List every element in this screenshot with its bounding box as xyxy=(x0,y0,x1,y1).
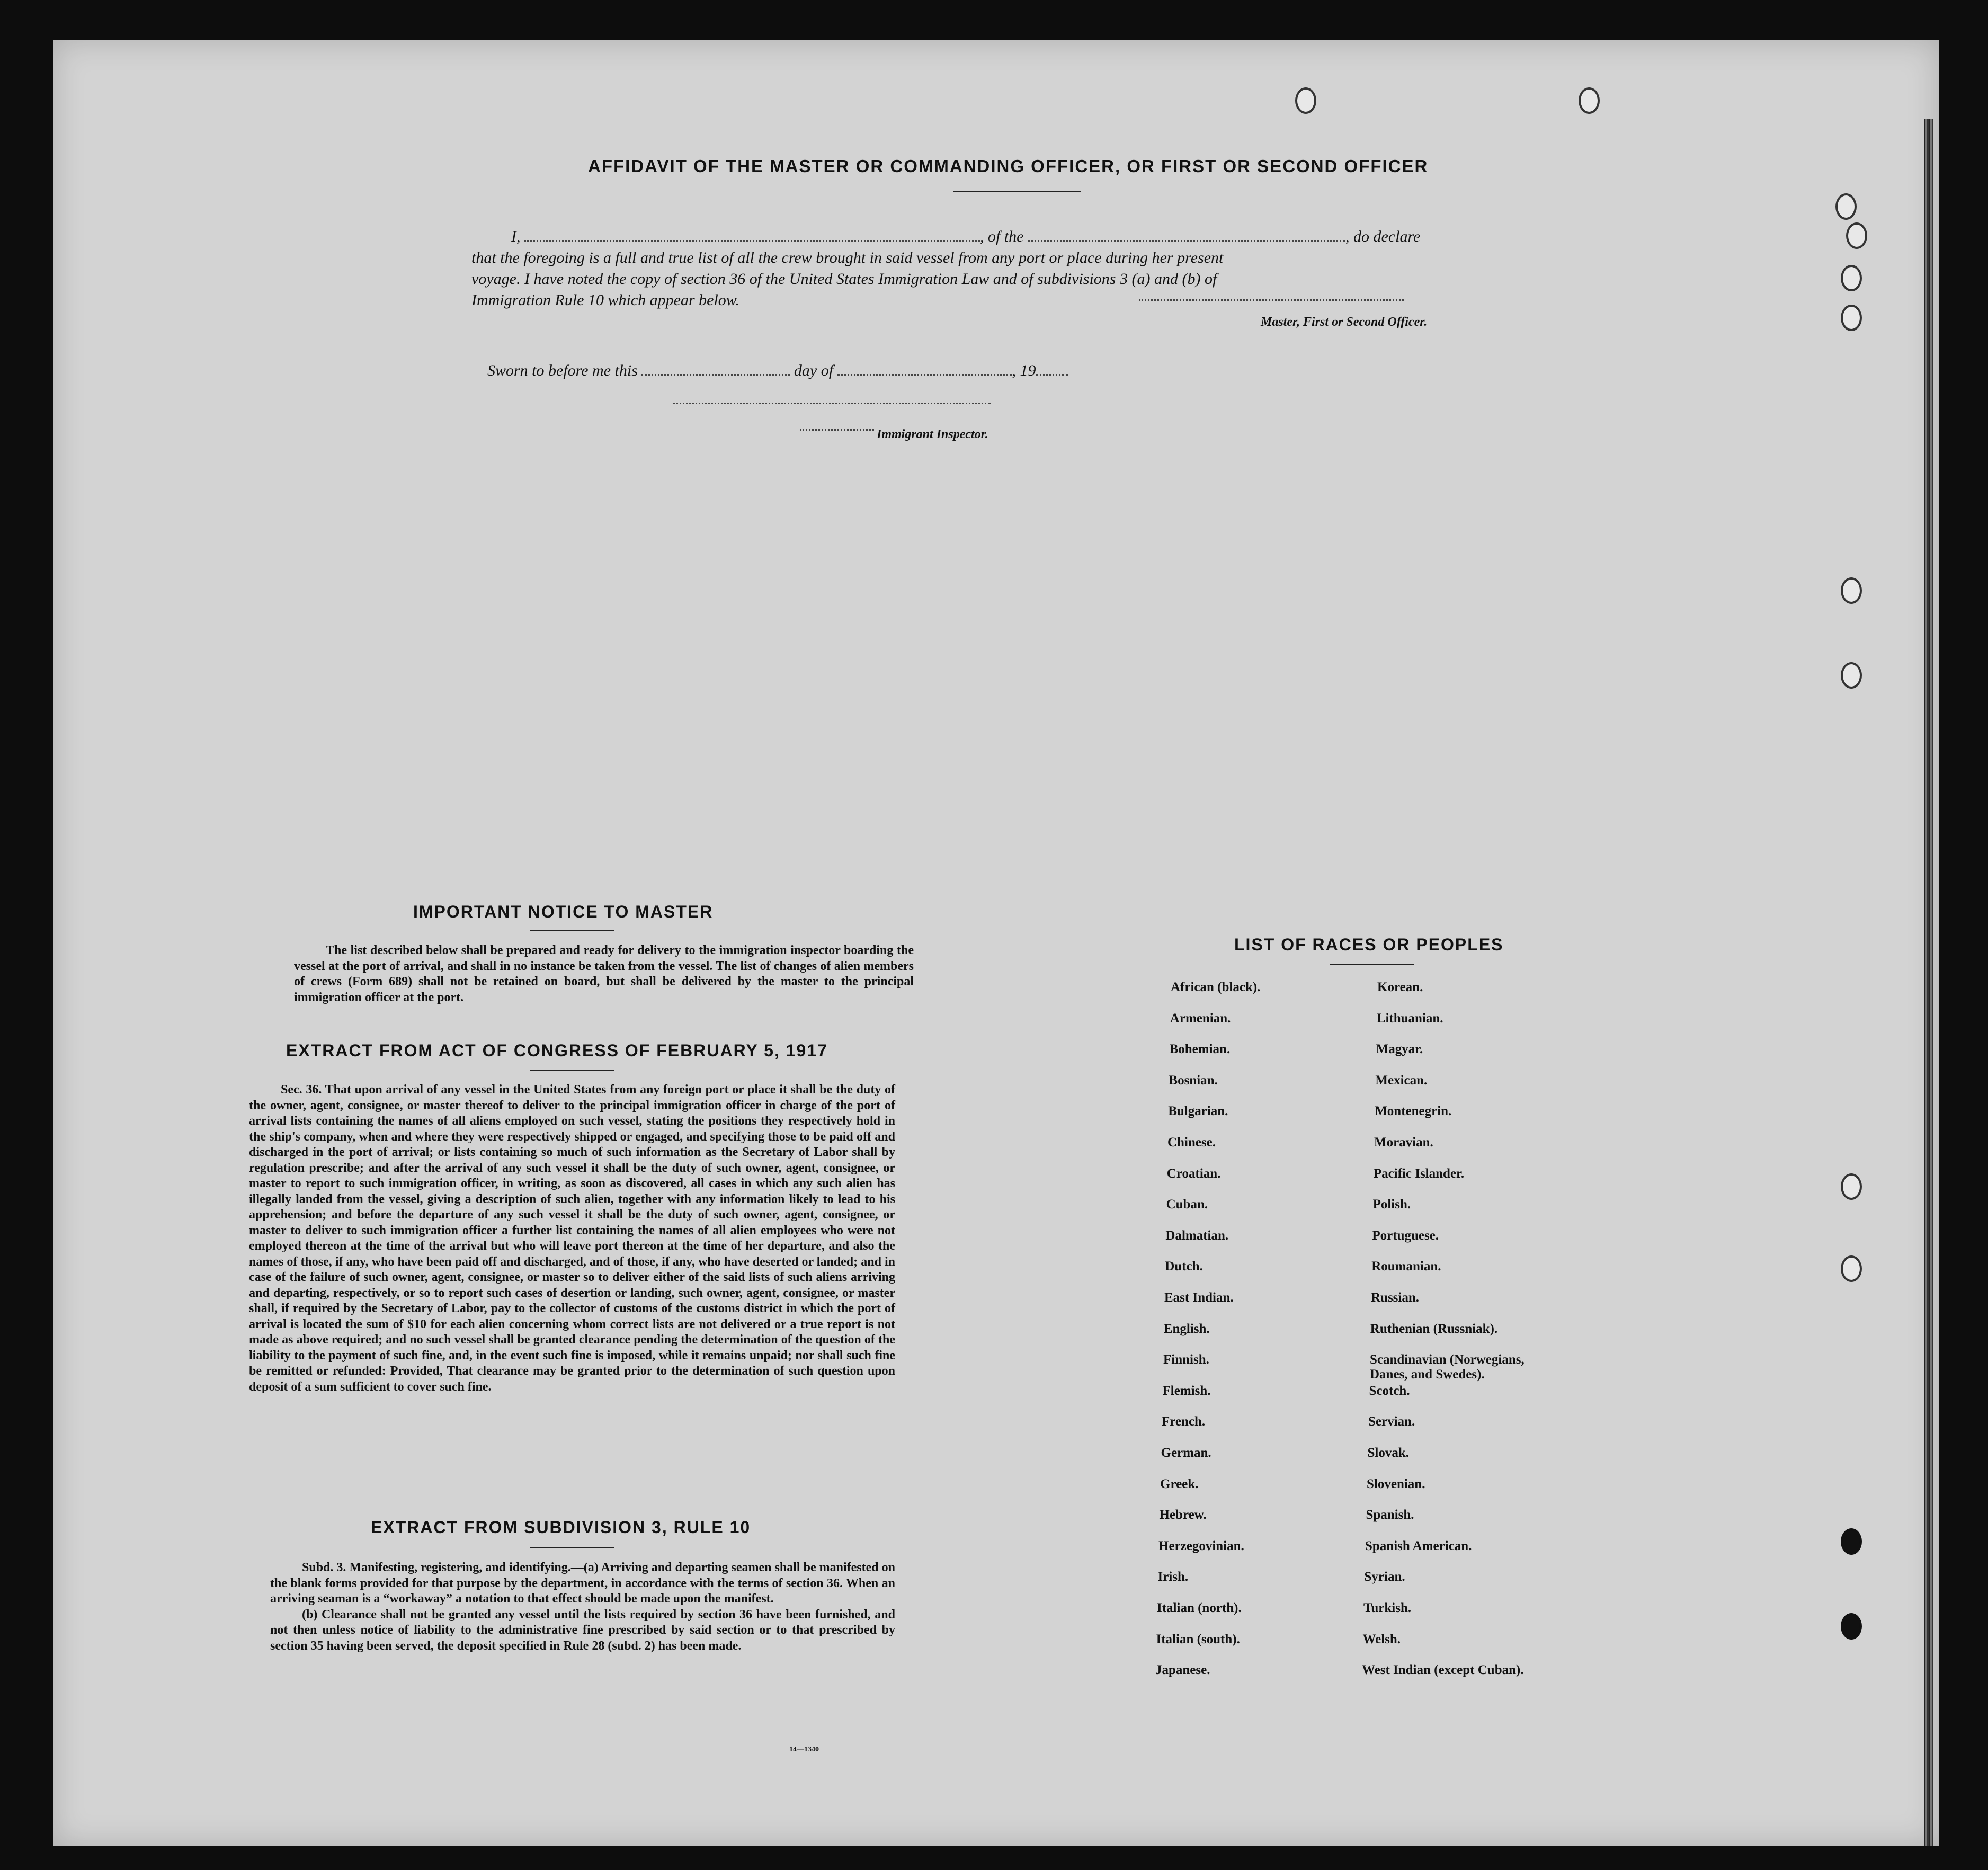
race-item: Bosnian. xyxy=(1169,1073,1218,1088)
act-heading: EXTRACT FROM ACT OF CONGRESS OF FEBRUARY 5, 1917 xyxy=(286,1041,828,1060)
race-item: Herzegovinian. xyxy=(1158,1538,1244,1553)
race-item: Greek. xyxy=(1160,1476,1199,1491)
race-item: Italian (south). xyxy=(1156,1632,1240,1646)
notice-heading: IMPORTANT NOTICE TO MASTER xyxy=(413,902,714,921)
race-item: Spanish. xyxy=(1366,1508,1414,1522)
race-item: Croatian. xyxy=(1166,1166,1221,1181)
race-item: Syrian. xyxy=(1364,1570,1405,1584)
races-heading-rule xyxy=(1330,964,1414,965)
act-heading-rule xyxy=(530,1070,614,1071)
form-number: 14—1340 xyxy=(789,1746,819,1753)
races-heading: LIST OF RACES OR PEOPLES xyxy=(1234,935,1504,954)
affidavit-title: AFFIDAVIT OF THE MASTER OR COMMANDING OFFICER, OR FIRST OR SECOND OFFICER xyxy=(588,156,1429,176)
inspector-caption-leader xyxy=(800,429,874,431)
sworn-label: Sworn to before me this xyxy=(487,362,638,379)
race-item: Dalmatian. xyxy=(1165,1228,1229,1243)
binder-hole-icon xyxy=(1841,265,1862,291)
race-item: German. xyxy=(1161,1446,1211,1460)
race-item: French. xyxy=(1162,1414,1206,1429)
rule-paragraph-a: Subd. 3. Manifesting, registering, and identifying.—(a) Arriving and departing seamen shall be manifested on the blank forms provided for that purpose by the department, in accordance with the terms of section 36. When an arriving seaman is a “workaway” a notation to that effect should be made upon the manifest. xyxy=(270,1561,895,1606)
race-item: Portuguese. xyxy=(1372,1228,1439,1243)
affidavit-declare-label: , do declare xyxy=(1345,228,1421,245)
binder-hole-icon xyxy=(1841,1255,1862,1282)
race-item: Magyar. xyxy=(1376,1042,1423,1057)
race-item: Armenian. xyxy=(1170,1011,1231,1026)
race-item: Bohemian. xyxy=(1169,1042,1231,1057)
act-paragraph: Sec. 36. That upon arrival of any vessel in the United States from any foreign port or place it shall be the duty of the owner, agent, consignee, or master thereof to deliver to the principal immigration officer in charge of the port of arrival lists containing the names of all aliens employed on such vessel, stating the positions they respectively hold in the ship's company, when and where they were respectively shipped or engaged, and specifying those to be paid off and discharged in the port of arrival; or lists containing so much of such information as the Secretary of Labor shall by regulation prescribe; and after the arrival of any such vessel it shall be the duty of such owner, agent, consignee, or master to report to such immigration officer, in writing, as soon as discovered, all cases in which any such alien has illegally landed from the vessel, giving a description of such alien, together with any information likely to lead to his apprehension; and before the departure of any such vessel it shall be the duty of such owner, agent, consignee, or master to deliver to such immigration officer a further list containing the names of all alien employees who were not employed thereon at the time of the arrival but who will leave port thereon at the time of her departure, and also the names of those, if any, who have been paid off and discharged, and of those, if any, who have deserted or landed; and in case of the failure of such owner, agent, consignee, or master so to deliver either of the said lists of such aliens arriving and departing, respectively, or so to report such cases of desertion or landing, such owner, agent, consignee, or master shall, if required by the Secretary of Labor, pay to the collector of customs of the customs district in which the port of arrival is located the sum of $10 for each alien concerning whom correct lists are not delivered or a true report is not made as above required; and no such vessel shall be granted clearance pending the determination of the question of the liability to the payment of such fine, and, in the event such fine is imposed, while it remains unpaid; nor shall such fine be remitted or refunded: Provided, That clearance may be granted prior to the determination of such question upon deposit of a sum sufficient to cover such fine. xyxy=(249,1083,895,1394)
sworn-month-field[interactable] xyxy=(837,360,1012,376)
rule-heading-rule xyxy=(530,1547,614,1548)
race-item: English. xyxy=(1163,1321,1210,1336)
race-item: African (black). xyxy=(1171,980,1261,994)
race-item: Irish. xyxy=(1157,1570,1189,1584)
sworn-day-field[interactable] xyxy=(641,360,790,376)
year-prefix-label: , 19 xyxy=(1012,362,1036,379)
race-item: Welsh. xyxy=(1362,1632,1401,1646)
affidavit-i-label: I, xyxy=(511,228,521,245)
rule-heading: EXTRACT FROM SUBDIVISION 3, RULE 10 xyxy=(371,1518,751,1537)
race-item: Turkish. xyxy=(1363,1601,1412,1615)
race-item: Moravian. xyxy=(1374,1135,1433,1150)
affidavit-line-3: voyage. I have noted the copy of section 36 of the United States Immigration Law and of subdivisions 3 (a) and (b) of xyxy=(471,270,1217,288)
binder-hole-icon xyxy=(1841,305,1862,331)
notice-paragraph: The list described below shall be prepared and ready for delivery to the immigration inspector boarding the vessel at the port of arrival, and shall in no instance be taken from the vessel. The list of changes of alien members of crews (Form 689) shall not be retained on board, but shall be delivered by the master to the principal immigration officer at the port. xyxy=(294,943,914,1004)
race-item: East Indian. xyxy=(1164,1290,1234,1305)
race-item: Scotch. xyxy=(1369,1383,1410,1398)
name-blank-field[interactable] xyxy=(524,226,980,242)
binder-hole-icon xyxy=(1841,1173,1862,1200)
sworn-year-field[interactable] xyxy=(1036,360,1068,376)
day-of-label: day of xyxy=(794,362,834,379)
inspector-caption: Immigrant Inspector. xyxy=(877,428,988,441)
officer-signature-caption: Master, First or Second Officer. xyxy=(1261,315,1428,329)
race-item: Slovenian. xyxy=(1367,1476,1425,1491)
race-item: Spanish American. xyxy=(1365,1538,1472,1553)
race-item: Korean. xyxy=(1377,980,1423,994)
races-left-column xyxy=(1155,980,1351,1748)
inspector-signature-line[interactable] xyxy=(673,403,991,404)
affidavit-of-the-label: , of the xyxy=(980,228,1024,245)
binder-hole-icon xyxy=(1841,1613,1862,1640)
race-item: Chinese. xyxy=(1167,1135,1216,1150)
binder-hole-icon xyxy=(1579,87,1600,114)
race-item: Pacific Islander. xyxy=(1373,1166,1465,1181)
race-item: Lithuanian. xyxy=(1376,1011,1443,1026)
race-item: Japanese. xyxy=(1155,1663,1210,1678)
binder-hole-icon xyxy=(1841,577,1862,604)
race-item: Servian. xyxy=(1368,1414,1415,1429)
race-item: Slovak. xyxy=(1367,1446,1410,1460)
binder-hole-icon xyxy=(1841,1528,1862,1555)
race-item: West Indian (except Cuban). xyxy=(1362,1663,1524,1678)
affidavit-line-2: that the foregoing is a full and true list of all the crew brought in said vessel from any port or place during her present xyxy=(471,249,1224,266)
race-item: Scandinavian (Norwegians, Danes, and Swedes). xyxy=(1370,1352,1525,1382)
race-item: Mexican. xyxy=(1375,1073,1428,1088)
binder-hole-icon xyxy=(1295,87,1316,114)
binder-hole-icon xyxy=(1841,662,1862,689)
notice-heading-rule xyxy=(530,930,614,931)
race-item: Hebrew. xyxy=(1159,1508,1207,1522)
race-item: Italian (north). xyxy=(1157,1601,1242,1615)
page-edge-strip xyxy=(1924,119,1933,1846)
rule-body xyxy=(270,1560,895,1654)
vessel-blank-field[interactable] xyxy=(1028,226,1345,242)
sworn-line xyxy=(487,360,1282,381)
race-item: Roumanian. xyxy=(1371,1259,1441,1274)
race-item: Bulgarian. xyxy=(1168,1104,1228,1119)
officer-signature-line[interactable] xyxy=(1139,299,1404,301)
affidavit-line-4: Immigration Rule 10 which appear below. xyxy=(471,291,740,309)
race-item: Russian. xyxy=(1371,1290,1420,1305)
rule-paragraph-b: (b) Clearance shall not be granted any vessel until the lists required by section 36 have been furnished, and not then unless notice of liability to the administrative fine prescribed by said section or to that prescribed by section 35 having been served, the deposit specified in Rule 28 (subd. 2) has been made. xyxy=(270,1607,895,1653)
race-item: Cuban. xyxy=(1166,1197,1208,1212)
race-item: Finnish. xyxy=(1163,1352,1209,1367)
race-item: Montenegrin. xyxy=(1375,1104,1452,1119)
document-page xyxy=(53,40,1939,1846)
binder-hole-icon xyxy=(1846,222,1867,249)
race-item: Polish. xyxy=(1372,1197,1411,1212)
races-right-column xyxy=(1362,980,1632,1748)
title-rule xyxy=(953,191,1081,192)
race-item: Flemish. xyxy=(1162,1383,1211,1398)
binder-hole-icon xyxy=(1835,193,1857,220)
notice-body xyxy=(294,943,914,1005)
affidavit-declaration-line xyxy=(511,226,1544,247)
race-item: Dutch. xyxy=(1165,1259,1203,1274)
race-item: Ruthenian (Russniak). xyxy=(1370,1321,1498,1336)
act-body xyxy=(249,1082,895,1395)
